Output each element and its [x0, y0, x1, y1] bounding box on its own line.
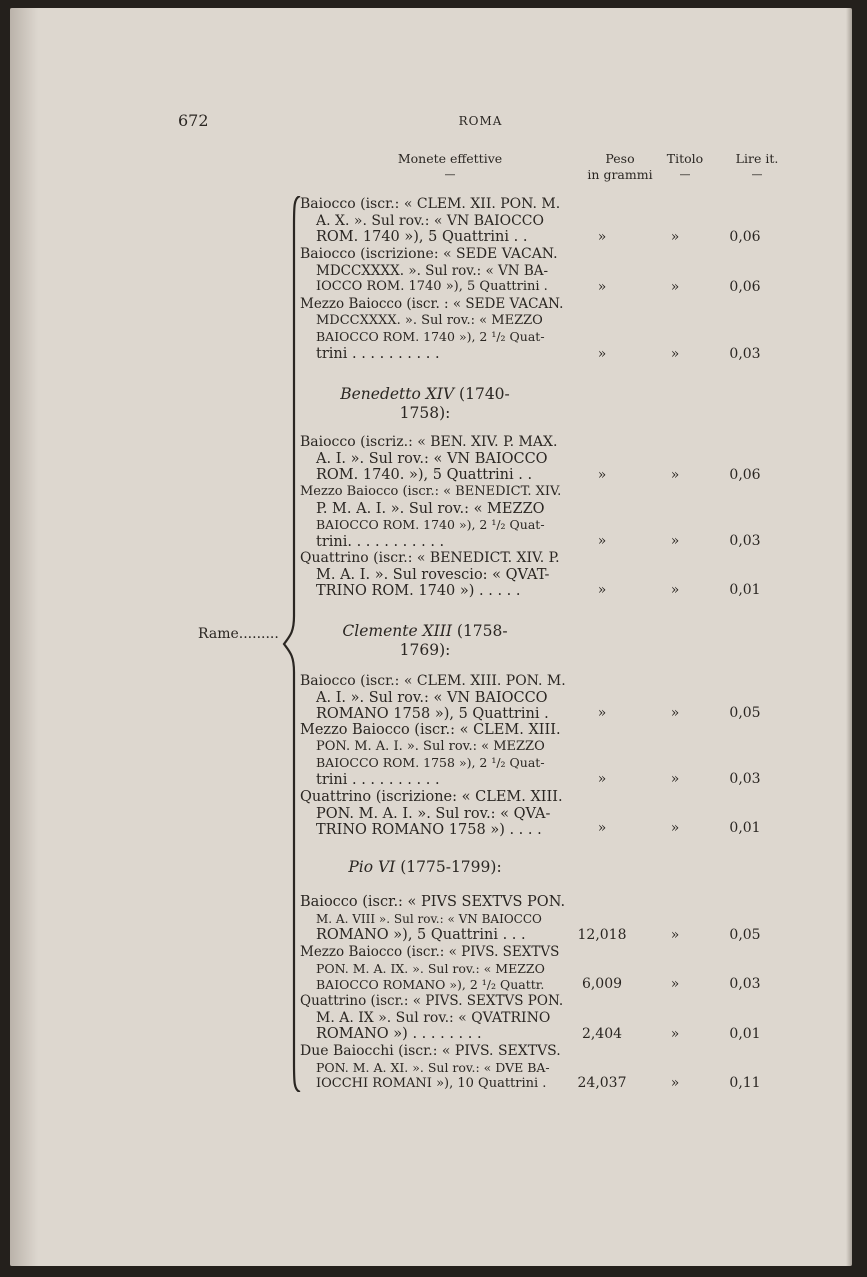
entry-1 — [300, 246, 558, 296]
entry-8 — [300, 789, 563, 839]
entry-line: ROM. 1740 »), 5 Quattrini . . — [316, 229, 528, 245]
titolo-3: » — [670, 467, 680, 483]
col-monete: Monete effettive — [397, 151, 503, 166]
peso-10: 6,009 — [581, 976, 623, 992]
titolo-11: » — [670, 1026, 680, 1042]
col-titolo-dash: — — [679, 168, 691, 181]
entry-line: Quattrino (iscrizione: « CLEM. XIII. — [300, 789, 563, 805]
lire-9: 0,05 — [729, 927, 761, 943]
entry-line: Baiocco (iscr.: « CLEM. XIII. PON. M. — [300, 673, 566, 689]
col-lire-dash: — — [751, 168, 763, 181]
entry-3 — [300, 434, 558, 484]
reign-name: Pio VI — [348, 858, 396, 876]
entry-line: BAIOCCO ROMANO »), 2 ¹/₂ Quattr. — [316, 977, 545, 992]
peso-9: 12,018 — [577, 927, 627, 943]
titolo-1: » — [670, 279, 680, 295]
entry-line: PON. M. A. I. ». Sul rov.: « QVA- — [316, 805, 551, 822]
entry-line: PON. M. A. I. ». Sul rov.: « MEZZO — [316, 738, 545, 754]
reign-years-cont: 1758): — [399, 404, 451, 422]
reign-name: Clemente XIII — [342, 622, 452, 640]
entry-line: BAIOCCO ROM. 1758 »), 2 ¹/₂ Quat- — [316, 755, 545, 770]
entry-line: A. I. ». Sul rov.: « VN BAIOCCO — [316, 689, 548, 706]
entry-line: BAIOCCO ROM. 1740 »), 2 ¹/₂ Quat- — [316, 517, 545, 532]
entry-line: ROMANO 1758 »), 5 Quattrini . — [316, 706, 549, 722]
lire-11: 0,01 — [729, 1026, 761, 1042]
reign-name: Benedetto XIV — [340, 385, 455, 403]
peso-0: » — [597, 229, 607, 245]
reign-years: (1775-1799): — [400, 858, 502, 876]
lire-2: 0,03 — [729, 346, 761, 362]
entry-9 — [300, 894, 566, 944]
reign-years: (1758- — [456, 622, 508, 640]
reign-pio — [300, 858, 550, 877]
peso-2: » — [597, 346, 607, 362]
entry-line: Baiocco (iscr.: « CLEM. XII. PON. M. — [300, 196, 561, 212]
titolo-4: » — [670, 533, 680, 549]
reign-years-cont: 1769): — [399, 641, 451, 659]
entry-line: IOCCO ROM. 1740 »), 5 Quattrini . — [316, 279, 548, 294]
entry-line: ROMANO ») . . . . . . . . — [316, 1026, 482, 1042]
titolo-2: » — [670, 346, 680, 362]
titolo-0: » — [670, 229, 680, 245]
entry-line: A. I. ». Sul rov.: « VN BAIOCCO — [316, 450, 548, 467]
peso-7: » — [597, 771, 607, 787]
running-head: ROMA — [458, 114, 503, 128]
entry-line: IOCCHI ROMANI »), 10 Quattrini . — [316, 1076, 547, 1091]
entry-line: Baiocco (iscr.: « PIVS SEXTVS PON. — [300, 894, 566, 910]
peso-8: » — [597, 820, 607, 836]
entry-line: Quattrino (iscr.: « BENEDICT. XIV. P. — [300, 550, 560, 566]
entry-7 — [300, 722, 561, 788]
peso-4: » — [597, 533, 607, 549]
lire-8: 0,01 — [729, 820, 761, 836]
entry-line: A. X. ». Sul rov.: « VN BAIOCCO — [316, 212, 544, 229]
entry-line: TRINO ROMANO 1758 ») . . . . — [316, 822, 542, 838]
entry-line: Mezzo Baiocco (iscr.: « CLEM. XIII. — [300, 722, 561, 738]
lire-6: 0,05 — [729, 705, 761, 721]
page-edge — [846, 8, 852, 1266]
titolo-5: » — [670, 582, 680, 598]
reign-benedetto — [300, 385, 550, 423]
col-monete-dash: — — [444, 168, 456, 181]
reign-clemente — [300, 622, 550, 660]
entry-line: Mezzo Baiocco (iscr. : « SEDE VACAN. — [300, 296, 564, 312]
entry-line: trini . . . . . . . . . . — [316, 345, 440, 362]
lire-12: 0,11 — [729, 1075, 761, 1091]
entry-line: trini . . . . . . . . . . — [316, 771, 440, 788]
col-titolo: Titolo — [666, 151, 704, 166]
spine-shadow — [10, 8, 38, 1266]
entry-line: Mezzo Baiocco (iscr.: « BENEDICT. XIV. — [300, 484, 562, 499]
entry-0 — [300, 196, 561, 246]
peso-12: 24,037 — [577, 1075, 627, 1091]
lire-5: 0,01 — [729, 582, 761, 598]
titolo-7: » — [670, 771, 680, 787]
entry-10 — [300, 944, 560, 994]
peso-6: » — [597, 705, 607, 721]
page-number: 672 — [178, 111, 209, 130]
entry-line: M. A. IX ». Sul rov.: « QVATRINO — [316, 1009, 551, 1026]
peso-1: » — [597, 279, 607, 295]
titolo-12: » — [670, 1075, 680, 1091]
peso-11: 2,404 — [581, 1026, 623, 1042]
peso-5: » — [597, 582, 607, 598]
lire-7: 0,03 — [729, 771, 761, 787]
entry-line: P. M. A. I. ». Sul rov.: « MEZZO — [316, 500, 545, 517]
lire-4: 0,03 — [729, 533, 761, 549]
lire-0: 0,06 — [729, 229, 761, 245]
entry-line: ROMANO »), 5 Quattrini . . . — [316, 927, 526, 943]
entry-line: Baiocco (iscrizione: « SEDE VACAN. — [300, 246, 558, 262]
titolo-6: » — [670, 705, 680, 721]
col-lire: Lire it. — [735, 151, 779, 166]
col-peso — [580, 151, 660, 183]
entry-line: ROM. 1740. »), 5 Quattrini . . — [316, 467, 533, 483]
lire-10: 0,03 — [729, 976, 761, 992]
metal-label: Rame......... — [198, 626, 279, 642]
lire-3: 0,06 — [729, 467, 761, 483]
entry-11 — [300, 993, 564, 1043]
entry-line: BAIOCCO ROM. 1740 »), 2 ¹/₂ Quat- — [316, 329, 545, 344]
titolo-9: » — [670, 927, 680, 943]
entry-2 — [300, 296, 564, 362]
entry-line: M. A. VIII ». Sul rov.: « VN BAIOCCO — [316, 911, 542, 926]
titolo-8: » — [670, 820, 680, 836]
entry-12 — [300, 1043, 561, 1093]
reign-years: (1740- — [459, 385, 510, 403]
entry-line: MDCCXXXX. ». Sul rov.: « MEZZO — [316, 312, 543, 328]
titolo-10: » — [670, 976, 680, 992]
entry-line: Baiocco (iscriz.: « BEN. XIV. P. MAX. — [300, 434, 558, 450]
entry-line: Quattrino (iscr.: « PIVS. SEXTVS PON. — [300, 993, 564, 1009]
entry-line: PON. M. A. XI. ». Sul rov.: « DVE BA- — [316, 1059, 550, 1075]
entry-line: M. A. I. ». Sul rovescio: « QVAT- — [316, 566, 550, 583]
entry-4 — [300, 484, 562, 550]
entry-line: trini. . . . . . . . . . . — [316, 533, 445, 550]
entry-5 — [300, 550, 560, 600]
lire-1: 0,06 — [729, 279, 761, 295]
peso-3: » — [597, 467, 607, 483]
col-peso-line1: Peso — [605, 151, 635, 166]
col-peso-line2: in grammi — [587, 167, 653, 182]
entry-6 — [300, 673, 566, 723]
entry-line: MDCCXXXX. ». Sul rov.: « VN BA- — [316, 262, 549, 279]
entry-line: TRINO ROM. 1740 ») . . . . . — [316, 583, 521, 599]
entry-line: Due Baiocchi (iscr.: « PIVS. SEXTVS. — [300, 1043, 561, 1059]
entry-line: Mezzo Baiocco (iscr.: « PIVS. SEXTVS — [300, 944, 560, 960]
entry-line: PON. M. A. IX. ». Sul rov.: « MEZZO — [316, 960, 545, 976]
